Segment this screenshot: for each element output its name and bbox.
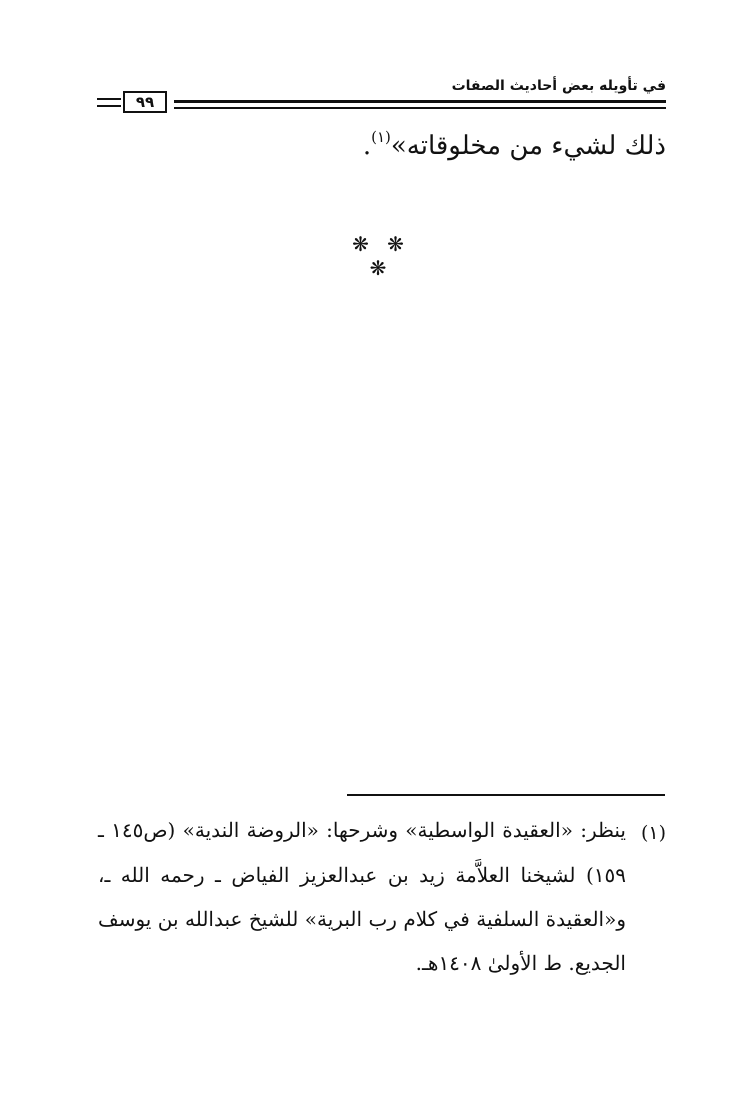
- page-number: ٩٩: [123, 91, 167, 113]
- footnote-reference: (١): [371, 128, 391, 146]
- page-number-dash-top: [97, 98, 121, 100]
- end-punctuation: .: [362, 131, 372, 161]
- header-rule-thin: [174, 107, 666, 109]
- section-separator: ❋ ❋ ❋: [352, 232, 410, 280]
- body-text-line: [363, 128, 666, 161]
- running-header-title: في تأويله بعض أحاديث الصفات: [451, 78, 666, 94]
- footnote-line: ينظر: «العقيدة الواسطية» وشرحها: «الروضة الندية» (ص١٤٥ ـ: [98, 818, 626, 842]
- header-rule-thick: [174, 100, 666, 103]
- footnote-line: و«العقيدة السلفية في كلام رب البرية» للشيخ عبدالله بن يوسف: [98, 907, 626, 931]
- footnote-line: ١٥٩) لشيخنا العلاَّمة زيد بن عبدالعزيز الفياض ـ رحمه الله ـ،: [98, 863, 626, 887]
- footnote-number: (١): [640, 822, 666, 844]
- footnote-rule: [347, 794, 665, 796]
- page-number-dash-bottom: [97, 105, 121, 107]
- body-text: ذلك لشيء من مخلوقاته»: [390, 131, 666, 161]
- footnote-line: الجديع. ط الأولىٰ ١٤٠٨هـ.: [415, 951, 626, 975]
